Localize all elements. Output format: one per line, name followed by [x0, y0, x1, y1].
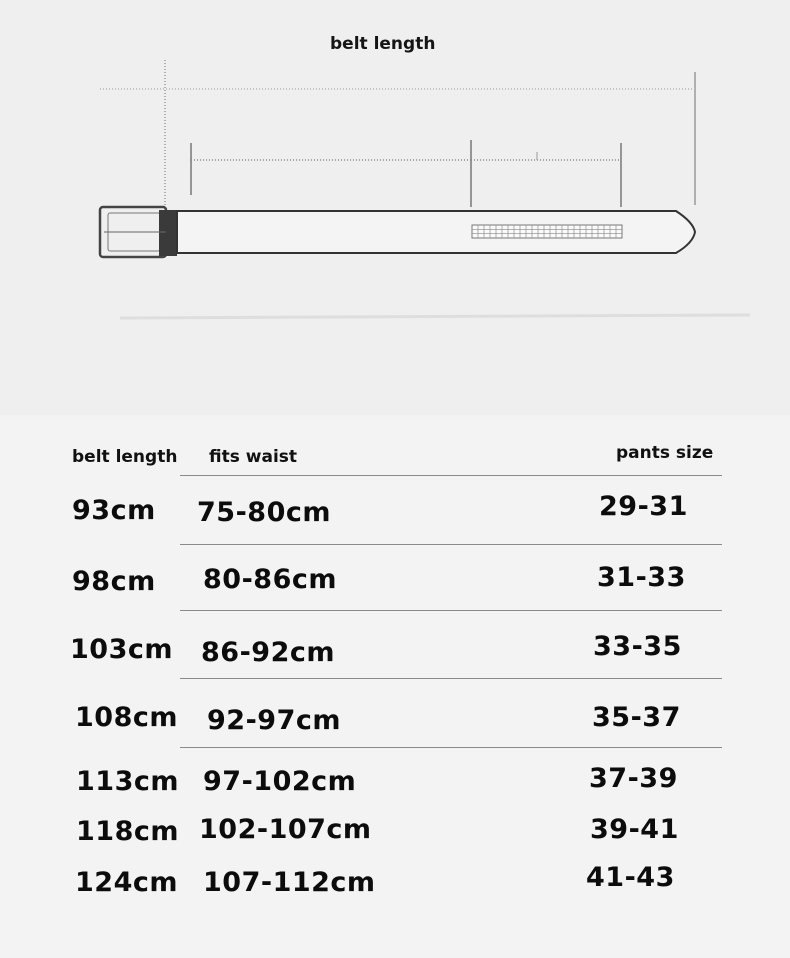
row-5-pants-size: 37-39 — [589, 763, 678, 794]
row-5-fits-waist: 97-102cm — [203, 766, 357, 797]
table-divider — [180, 610, 722, 611]
row-2-pants-size: 31-33 — [597, 562, 686, 593]
row-1-fits-waist: 75-80cm — [197, 497, 331, 528]
row-1-belt-length: 93cm — [72, 495, 156, 526]
row-2-belt-length: 98cm — [72, 566, 156, 597]
table-divider — [180, 544, 722, 545]
table-divider — [180, 747, 722, 748]
table-divider — [180, 678, 722, 679]
belt-diagram — [0, 0, 790, 415]
diagram-title: belt length — [330, 34, 436, 54]
row-4-belt-length: 108cm — [75, 702, 178, 733]
row-2-fits-waist: 80-86cm — [203, 564, 337, 595]
buckle — [100, 207, 177, 257]
row-7-fits-waist: 107-112cm — [203, 867, 376, 898]
row-4-fits-waist: 92-97cm — [207, 705, 341, 736]
row-7-belt-length: 124cm — [75, 867, 178, 898]
faint-ghost-line — [120, 315, 750, 318]
header-fits-waist: fits waist — [209, 447, 298, 467]
row-7-pants-size: 41-43 — [586, 862, 675, 893]
header-pants-size: pants size — [616, 443, 714, 463]
header-belt-length: belt length — [72, 447, 178, 467]
row-3-belt-length: 103cm — [70, 634, 173, 665]
row-6-pants-size: 39-41 — [590, 814, 679, 845]
row-6-fits-waist: 102-107cm — [199, 814, 372, 845]
row-6-belt-length: 118cm — [76, 816, 179, 847]
row-5-belt-length: 113cm — [76, 766, 179, 797]
row-1-pants-size: 29-31 — [599, 491, 688, 522]
row-3-fits-waist: 86-92cm — [201, 637, 335, 668]
row-4-pants-size: 35-37 — [592, 702, 681, 733]
row-3-pants-size: 33-35 — [593, 631, 682, 662]
belt-holes — [472, 225, 622, 238]
table-divider — [180, 475, 722, 476]
